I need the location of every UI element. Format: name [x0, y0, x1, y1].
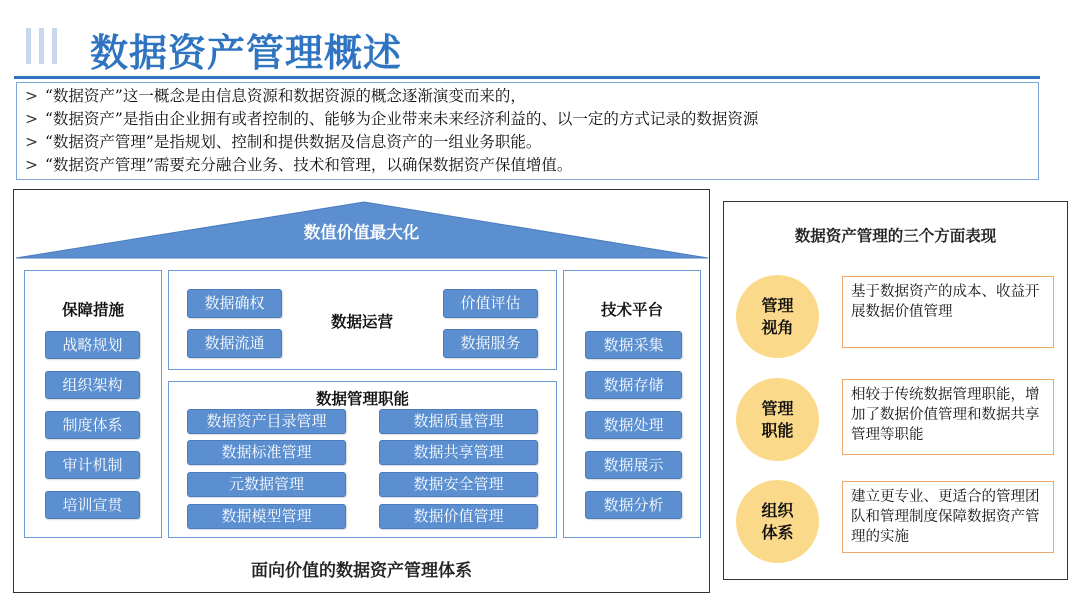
platform-item[interactable]: 数据分析 [585, 491, 682, 519]
platform-item[interactable]: 数据采集 [585, 331, 682, 359]
triple-bar-icon [26, 28, 60, 64]
bullet-item: > “数据资产”是指由企业拥有或者控制的、能够为企业带来未来经济利益的、以一定的方式记录的数据资源 [25, 108, 758, 131]
management-title: 数据管理职能 [315, 389, 409, 408]
management-item[interactable]: 数据模型管理 [187, 504, 346, 529]
chevron-right-icon: > [25, 87, 38, 105]
platform-item[interactable]: 数据展示 [585, 451, 682, 479]
bullet-item: > “数据资产管理”是指规划、控制和提供数据及信息资产的一组业务职能。 [25, 131, 541, 154]
platform-item[interactable]: 数据存储 [585, 371, 682, 399]
aspect-description: 建立更专业、更适合的管理团队和管理制度保障数据资产管理的实施 [842, 481, 1054, 553]
management-item[interactable]: 数据标准管理 [187, 440, 346, 465]
bullet-item: > “数据资产”这一概念是由信息资源和数据资源的概念逐渐演变而来的， [25, 85, 526, 108]
operations-item[interactable]: 价值评估 [443, 289, 538, 318]
management-item[interactable]: 数据价值管理 [379, 504, 538, 529]
roof-label: 数值价值最大化 [303, 223, 420, 242]
operations-item[interactable]: 数据确权 [187, 289, 282, 318]
aspect-circle: 管理视角 [736, 275, 819, 358]
operations-title: 数据运营 [330, 312, 393, 331]
page-title: 数据资产管理概述 [90, 30, 403, 75]
safeguard-item[interactable]: 审计机制 [45, 451, 140, 479]
aspect-description: 基于数据资产的成本、收益开展数据价值管理 [842, 276, 1054, 348]
chevron-right-icon: > [25, 133, 38, 151]
title-divider [14, 76, 1040, 79]
safeguard-item[interactable]: 组织架构 [45, 371, 140, 399]
management-item[interactable]: 数据质量管理 [379, 409, 538, 434]
management-item[interactable]: 数据安全管理 [379, 472, 538, 497]
aspect-description: 相较于传统数据管理职能，增加了数据价值管理和数据共享管理等职能 [842, 379, 1054, 455]
aspects-title: 数据资产管理的三个方面表现 [794, 226, 997, 245]
aspect-circle: 组织体系 [736, 480, 819, 563]
platform-item[interactable]: 数据处理 [585, 411, 682, 439]
chevron-right-icon: > [25, 156, 38, 174]
operations-item[interactable]: 数据服务 [443, 329, 538, 358]
summary-box [16, 82, 1039, 180]
platform-title: 技术平台 [600, 300, 663, 319]
management-item[interactable]: 元数据管理 [187, 472, 346, 497]
bullet-item: > “数据资产管理”需要充分融合业务、技术和管理，以确保数据资产保值增值。 [25, 154, 572, 177]
safeguard-title: 保障措施 [61, 300, 124, 319]
safeguard-item[interactable]: 战略规划 [45, 331, 140, 359]
management-item[interactable]: 数据共享管理 [379, 440, 538, 465]
operations-item[interactable]: 数据流通 [187, 329, 282, 358]
chevron-right-icon: > [25, 110, 38, 128]
aspect-circle: 管理职能 [736, 378, 819, 461]
management-item[interactable]: 数据资产目录管理 [187, 409, 346, 434]
safeguard-item[interactable]: 培训宣贯 [45, 491, 140, 519]
safeguard-item[interactable]: 制度体系 [45, 411, 140, 439]
diagram-caption: 面向价值的数据资产管理体系 [251, 561, 472, 581]
